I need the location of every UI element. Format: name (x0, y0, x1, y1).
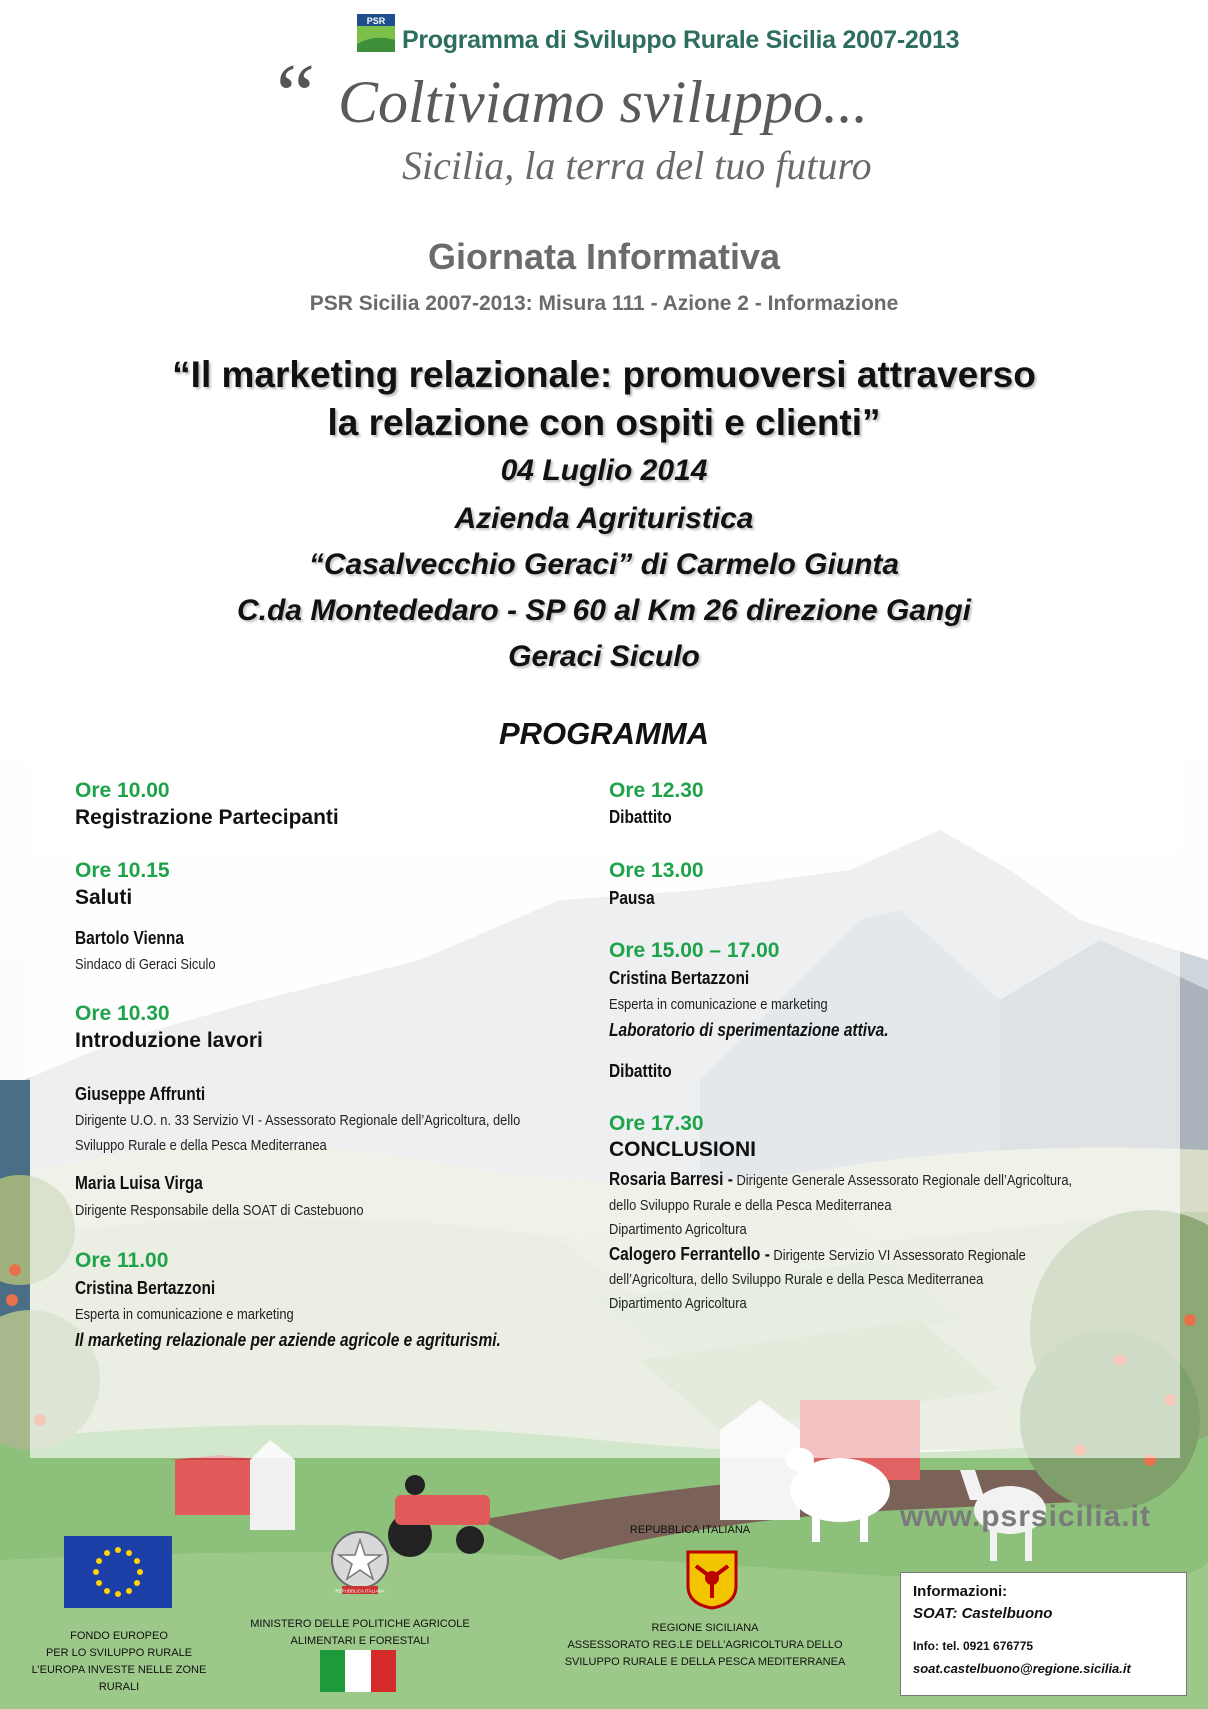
sicily-emblem (686, 1550, 738, 1610)
speaker-role: dell’Agricoltura, dello Sviluppo Rurale e della Pesca Mediterranea (609, 1271, 984, 1288)
speaker-role: Esperta in comunicazione e marketing (75, 1306, 294, 1323)
italian-emblem (328, 1526, 392, 1598)
info-title: Informazioni: (913, 1583, 1008, 1600)
speaker-name: Maria Luisa Virga (75, 1173, 203, 1193)
info-box (900, 1572, 1187, 1696)
time-left-2: Ore 10.15 (75, 859, 170, 882)
speaker-role: Dipartimento Agricoltura (609, 1295, 747, 1312)
venue-line-3: C.da Montededaro - SP 60 al Km 26 direzione Gangi (236, 594, 972, 627)
speaker-role: Sviluppo Rurale e della Pesca Mediterranea (75, 1137, 327, 1154)
label-dibattito: Dibattito (609, 807, 672, 827)
event-title: Giornata Informativa (427, 236, 781, 277)
speaker-entry (609, 1167, 1072, 1193)
tagline: Sicilia, la terra del tuo futuro (402, 143, 872, 188)
region-caption-line: ASSESSORATO REG.LE DELL’AGRICOLTURA DELLO (567, 1639, 843, 1651)
eu-flag (64, 1536, 172, 1608)
ministry-caption-line: MINISTERO DELLE POLITICHE AGRICOLE (250, 1618, 470, 1630)
info-soat: SOAT: Castelbuono (913, 1605, 1053, 1622)
ministry-caption-line: ALIMENTARI E FORESTALI (290, 1635, 430, 1647)
eu-caption-line: L’EUROPA INVESTE NELLE ZONE RURALI (31, 1664, 207, 1693)
time-right-3: Ore 15.00 – 17.00 (609, 939, 780, 962)
label-conclusioni: CONCLUSIONI (609, 1138, 756, 1161)
italian-flag (320, 1650, 396, 1692)
venue-line-1: Azienda Agrituristica (454, 502, 754, 535)
time-right-1: Ore 12.30 (609, 779, 704, 802)
speaker-role: Sindaco di Geraci Siculo (75, 956, 216, 973)
speaker-name: Cristina Bertazzoni (75, 1278, 216, 1298)
info-email: soat.castelbuono@regione.sicilia.it (913, 1661, 1131, 1676)
label-pausa: Pausa (609, 888, 655, 908)
eu-caption-line: PER LO SVILUPPO RURALE (45, 1647, 193, 1659)
quote-mark: “ (276, 47, 316, 144)
speaker-role: Esperta in comunicazione e marketing (609, 996, 828, 1013)
venue-line-4: Geraci Siculo (508, 640, 700, 673)
label-registrazione: Registrazione Partecipanti (75, 806, 339, 829)
speaker-name: Rosaria Barresi - (609, 1169, 733, 1189)
speaker-name: Giuseppe Affrunti (75, 1084, 206, 1104)
programma-heading: PROGRAMMA (498, 716, 710, 751)
event-subtitle: PSR Sicilia 2007-2013: Misura 111 - Azione 2 - Informazione (309, 292, 899, 315)
time-left-4: Ore 11.00 (75, 1249, 169, 1272)
repubblica-label: REPUBBLICA ITALIANA (629, 1524, 751, 1536)
eu-caption (30, 1628, 208, 1696)
headline-line-2: la relazione con ospiti e clienti” (327, 402, 881, 443)
speaker-role: Dipartimento Agricoltura (609, 1221, 747, 1238)
time-left-3: Ore 10.30 (75, 1002, 170, 1025)
speaker-role: Dirigente Servizio VI Assessorato Regionale (769, 1247, 1026, 1264)
eu-caption-line: FONDO EUROPEO (70, 1630, 168, 1642)
region-caption (560, 1620, 850, 1671)
time-right-2: Ore 13.00 (609, 859, 704, 882)
session-title: Il marketing relazionale per aziende agricole e agriturismi. (75, 1330, 501, 1350)
psr-logo (357, 14, 395, 52)
program-title: Programma di Sviluppo Rurale Sicilia 2007-2013 (402, 26, 960, 54)
speaker-name: Cristina Bertazzoni (609, 968, 750, 988)
svg-text:REPUBBLICA ITALIANA: REPUBBLICA ITALIANA (335, 1588, 385, 1594)
label-introduzione: Introduzione lavori (75, 1029, 263, 1052)
region-caption-line: SVILUPPO RURALE E DELLA PESCA MEDITERRANEA (564, 1656, 846, 1668)
speaker-role: Dirigente Generale Assessorato Regionale dell’Agricoltura, (732, 1172, 1073, 1189)
label-saluti: Saluti (75, 886, 133, 909)
speaker-role: dello Sviluppo Rurale e della Pesca Mediterranea (609, 1197, 892, 1214)
info-phone: Info: tel. 0921 676775 (913, 1639, 1034, 1653)
speaker-entry (609, 1242, 1026, 1268)
label-dibattito-2: Dibattito (609, 1061, 672, 1081)
headline-line-1: “Il marketing relazionale: promuoversi attraverso (172, 354, 1036, 395)
speaker-role: Dirigente U.O. n. 33 Servizio VI - Assessorato Regionale dell’Agricoltura, dello (75, 1112, 521, 1129)
session-title: Laboratorio di sperimentazione attiva. (609, 1020, 889, 1040)
time-left-1: Ore 10.00 (75, 779, 170, 802)
website-label: www.psrsicilia.it (900, 1500, 1151, 1533)
time-right-4: Ore 17.30 (609, 1112, 704, 1135)
event-date: 04 Luglio 2014 (500, 454, 708, 487)
speaker-name: Calogero Ferrantello - (609, 1244, 770, 1264)
venue-line-2: “Casalvecchio Geraci” di Carmelo Giunta (308, 548, 900, 581)
speaker-role: Dirigente Responsabile della SOAT di Castebuono (75, 1202, 364, 1219)
svg-text:PSR: PSR (366, 16, 386, 26)
speaker-name: Bartolo Vienna (75, 928, 184, 948)
region-caption-line: REGIONE SICILIANA (651, 1622, 759, 1634)
ministry-caption (248, 1616, 472, 1650)
slogan: Coltiviamo sviluppo... (338, 69, 868, 135)
